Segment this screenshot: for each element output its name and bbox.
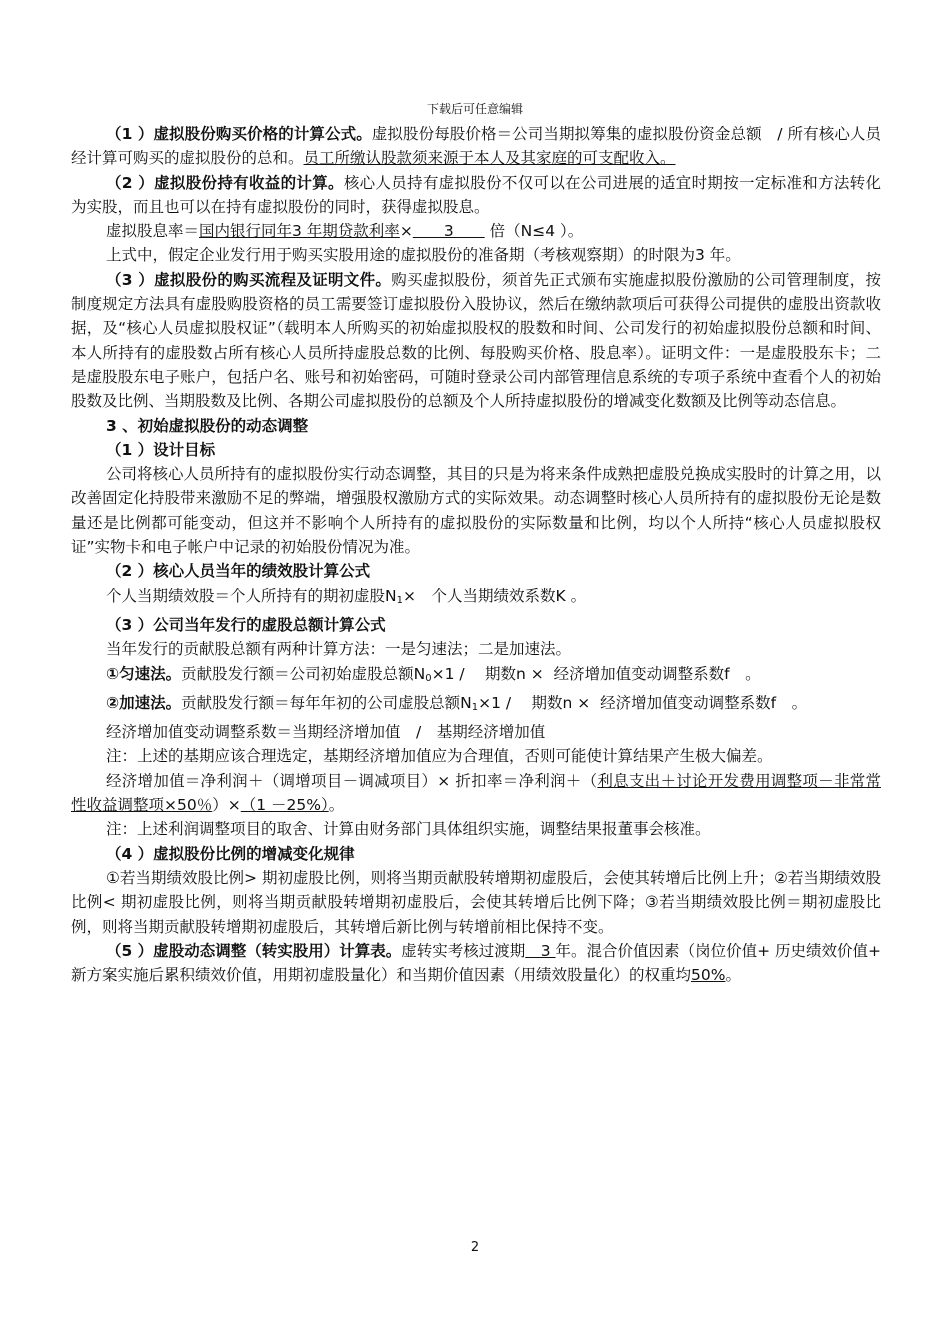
paragraph-text: 年。混合价值因素（岗位价值+ 历史绩效价值+ 新方案实施后累积绩效价值，用期初虚股量化）和当期价值因素（用绩效股量化）的权重均 — [71, 941, 881, 985]
underlined-value: 50% — [691, 966, 726, 985]
formula-tail: 。 — [328, 796, 345, 815]
formula-label: 虚拟股息率＝ — [106, 222, 200, 241]
underlined-text: 员工所缴认股款须来源于本人及其家庭的可支配收入。 — [303, 149, 676, 168]
formula-subscript: 0 — [425, 672, 432, 684]
section-heading: （5 ）虚股动态调整（转实股用）计算表。 — [106, 941, 402, 960]
paragraph-text: 购买虚拟股份，须首先正式颁布实施虚拟股份激励的公司管理制度，按制度规定方法具有虚股购股资格的员工需要签订虚拟股份入股协议，然后在缴纳款项后可获得公司提供的虚股出资款收据，及“核心人员虚拟股权证”（载明本人所购买的初始虚拟股权的股数和时间、公司发行的初始虚拟股份总额和时间、本人所持有的虚股数占所有核心人员所持虚股总数的比例、每股购买价格、股息率）。证明文件：一是虚股股东卡；二是虚股股东电子账户，包括户名、账号和初始密码，可随时登录公司内部管理信息系统的专项子系统中查看个人的初始股数及比例、当期股数及比例、各期公司虚拟股份的总额及个人所持虚拟股份的增减变化数额及比例等动态信息。 — [71, 270, 881, 411]
paragraph-text: 。 — [725, 966, 741, 985]
formula-subscript: 1 — [396, 594, 403, 606]
formula-variable: 初始虚股总额N — [320, 664, 426, 683]
paragraph-design-goal: 公司将核心人员所持有的虚拟股份实行动态调整，其目的只是为将来条件成熟把虚股兑换成实股时的计算之用，以改善固定化持股带来激励不足的弊端，增强股权激励方式的实际效果。动态调整时核心人员所持有的虚拟股份无论是数量还是比例都可能变动，但这并不影响个人所持有的虚拟股份的实际数量和比例，均以个人所持“核心人员虚拟股权证”实物卡和电子帐户中记录的初始股份情况为准。 — [71, 465, 882, 557]
paragraph-two-methods — [71, 637, 881, 661]
paragraph-dividend-rate-formula — [71, 219, 881, 243]
page-header: 下载后可任意编辑 — [426, 102, 523, 116]
paragraph-note-finance: 注：上述利润调整项目的取舍、计算由财务部门具体组织实施，调整结果报董事会核准。 — [106, 820, 711, 839]
paragraph-note-baseline: 注：上述的基期应该合理选定，基期经济增加值应为合理值，否则可能使计算结果产生极大偏差。 — [106, 747, 773, 766]
subsection-title-ratio-rules: （4 ）虚拟股份比例的增减变化规律 — [106, 844, 355, 863]
paragraph-text: 虚拟股份每股价格＝公司当期拟筹集的虚拟股份资金总额 / 所有核心人员经计算可购买的虚拟股份的总和。 — [71, 125, 882, 168]
subsection-title-design-goal: （1 ）设计目标 — [106, 440, 216, 459]
paragraph-text: 当年发行的贡献股总额 — [106, 640, 262, 659]
formula-operator: × — [399, 222, 413, 241]
section-title-dynamic-adjustment: 3 、初始虚拟股份的动态调整 — [106, 416, 309, 435]
underlined-value: 3 — [525, 941, 556, 960]
paragraph-purchase-price — [71, 122, 881, 171]
paragraph-purchase-process — [71, 268, 881, 414]
paragraph-text: 虚转实考核过渡期 — [401, 941, 526, 960]
paragraph-eva-formula — [71, 769, 881, 818]
paragraph-ratio-rules: ①若当期绩效股比例> 期初虚股比例，则将当期贡献股转增期初虚股后，会使其转增后比例上升；②若当期绩效股比例< 期初虚股比例，则将当期贡献股转增期初虚股后，会使其转增后比例下降；③若当期绩效股比例＝期初虚股比例，则将当期贡献股转增期初虚股后，其转增后新比例与转增前相比保持不变。 — [71, 868, 881, 936]
formula-variable: N — [385, 586, 397, 605]
formula-tail: ×1 / 期数n × 经济增加值变动调整系数f 。 — [431, 664, 761, 683]
formula-label: 经济增加值＝ — [106, 771, 201, 790]
formula-tail: ×1 / 期数n × 经济增加值变动调整系数f 。 — [478, 693, 808, 712]
section-heading: （2 ）虚拟股份持有收益的计算。 — [106, 173, 344, 192]
paragraph-preparation-period: 上式中，假定企业发行用于购买实股用途的虚拟股份的准备期（考核观察期）的时限为3 年。 — [106, 246, 741, 265]
paragraph-holding-income — [71, 171, 881, 220]
paragraph-text: 核心人员持有虚拟股份不仅可以在公司进展的适宜时期按一定标准和方法转化为实股，而且也可以在持有虚拟股份的同时，获得虚拟股息。 — [71, 173, 881, 216]
paragraph-adjustment-coefficient: 经济增加值变动调整系数＝当期经济增加值 / 基期经济增加值 — [106, 723, 546, 742]
formula-variable: 总额N — [429, 693, 472, 712]
formula-label: 贡献股发行额＝每年年初的公司虚股 — [181, 693, 430, 712]
method-heading: ①匀速法。 — [106, 664, 182, 683]
paragraph-text: 有两种计算方法：一是匀速法；二是加速法。 — [261, 640, 572, 659]
formula-label: 个人当期绩效股＝个人所持有的期初虚股 — [106, 586, 386, 605]
paragraph-conversion-table — [71, 939, 881, 988]
paragraph-performance-formula — [71, 584, 881, 613]
formula-text: 净利润＋（调增项目－调减项目）× 折扣率＝净利润＋（ — [200, 771, 598, 790]
document-body — [71, 122, 881, 987]
method-heading: ②加速法。 — [106, 693, 182, 712]
section-heading: （3 ）虚拟股份的购买流程及证明文件。 — [106, 270, 392, 289]
subsection-title-issuance-total: （3 ）公司当年发行的虚股总额计算公式 — [106, 615, 386, 634]
formula-tail: × 个人当期绩效系数K 。 — [403, 586, 587, 605]
underlined-value: 3 — [412, 222, 485, 241]
subsection-title-performance-shares: （2 ）核心人员当年的绩效股计算公式 — [106, 562, 371, 581]
paragraph-uniform-method — [71, 662, 881, 691]
underlined-value: （1 －25%） — [240, 796, 329, 815]
formula-subscript: 1 — [471, 701, 479, 713]
underlined-text: 利息支出＋讨论开发费用调整项－非常常性收益调整项×50％ — [71, 771, 881, 815]
paragraph-accelerated-method — [71, 691, 881, 720]
formula-operator: ）× — [212, 796, 241, 815]
page-number: 2 — [470, 1240, 480, 1255]
section-heading: （1 ）虚拟股份购买价格的计算公式。 — [106, 125, 372, 143]
formula-tail: 倍（N≤4 ）。 — [484, 222, 584, 241]
formula-label: 贡献股发行额＝公司 — [181, 664, 321, 683]
underlined-text: 国内银行同年3 年期贷款利率 — [199, 222, 400, 241]
